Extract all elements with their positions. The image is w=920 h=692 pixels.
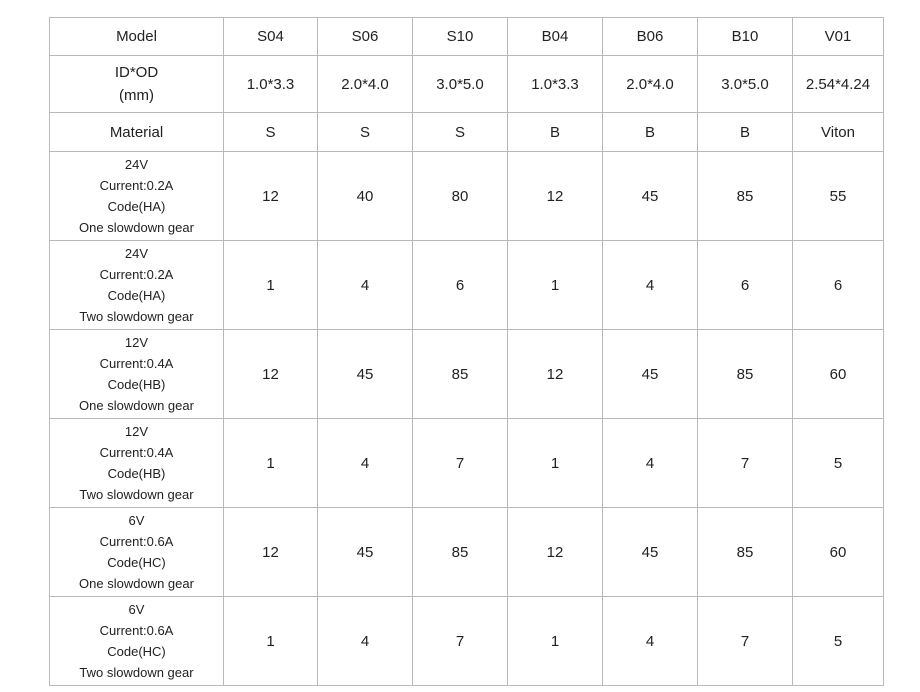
material-cell: S (224, 113, 318, 152)
row-label (50, 241, 224, 330)
model-cell: B06 (603, 18, 698, 56)
row-label-line: Code(HB) (107, 466, 166, 481)
table-row (50, 508, 884, 597)
value-cell: 12 (508, 152, 603, 241)
value-cell: 5 (793, 419, 884, 508)
model-cell: B10 (698, 18, 793, 56)
value-cell: 4 (318, 241, 413, 330)
material-cell: S (318, 113, 413, 152)
model-cell: S04 (224, 18, 318, 56)
row-label-line: Current:0.4A (99, 356, 174, 371)
model-cell: B04 (508, 18, 603, 56)
model-cell: S10 (413, 18, 508, 56)
value-cell: 45 (603, 152, 698, 241)
idod-label (50, 56, 224, 113)
value-cell: 5 (793, 597, 884, 686)
value-cell: 12 (224, 330, 318, 419)
value-cell: 4 (318, 597, 413, 686)
row-label-line: Code(HC) (107, 555, 166, 570)
value-cell: 7 (413, 419, 508, 508)
row-label-line: 12V (124, 335, 149, 350)
idod-cell: 2.0*4.0 (603, 56, 698, 113)
value-cell: 85 (698, 330, 793, 419)
value-cell: 1 (224, 597, 318, 686)
table-row (50, 597, 884, 686)
row-label-line: Current:0.4A (99, 445, 174, 460)
value-cell: 55 (793, 152, 884, 241)
material-cell: B (603, 113, 698, 152)
row-label (50, 597, 224, 686)
table-row (50, 419, 884, 508)
value-cell: 85 (413, 508, 508, 597)
model-header-row (50, 18, 884, 56)
model-cell: S06 (318, 18, 413, 56)
value-cell: 7 (698, 597, 793, 686)
value-cell: 1 (508, 241, 603, 330)
value-cell: 1 (224, 419, 318, 508)
idod-cell: 1.0*3.3 (508, 56, 603, 113)
table-row (50, 152, 884, 241)
value-cell: 45 (603, 508, 698, 597)
row-label (50, 330, 224, 419)
value-cell: 45 (603, 330, 698, 419)
value-cell: 85 (698, 508, 793, 597)
value-cell: 1 (224, 241, 318, 330)
idod-label-line: (mm) (119, 87, 154, 104)
material-cell: B (508, 113, 603, 152)
value-cell: 7 (413, 597, 508, 686)
row-label-line: One slowdown gear (79, 398, 194, 413)
material-cell: S (413, 113, 508, 152)
value-cell: 12 (224, 508, 318, 597)
model-cell: V01 (793, 18, 884, 56)
value-cell: 45 (318, 330, 413, 419)
spec-table (49, 17, 884, 686)
material-row (50, 113, 884, 152)
value-cell: 85 (413, 330, 508, 419)
row-label-line: Current:0.6A (99, 534, 174, 549)
value-cell: 40 (318, 152, 413, 241)
value-cell: 80 (413, 152, 508, 241)
table-row (50, 330, 884, 419)
value-cell: 60 (793, 330, 884, 419)
value-cell: 4 (603, 419, 698, 508)
row-label-line: 6V (128, 602, 145, 617)
row-label-line: Current:0.2A (99, 267, 174, 282)
row-label (50, 419, 224, 508)
value-cell: 60 (793, 508, 884, 597)
value-cell: 4 (603, 241, 698, 330)
value-cell: 6 (413, 241, 508, 330)
material-cell: Viton (793, 113, 884, 152)
row-label-line: One slowdown gear (79, 220, 194, 235)
model-label: Model (50, 18, 224, 56)
idod-cell: 1.0*3.3 (224, 56, 318, 113)
idod-label-line: ID*OD (114, 64, 159, 81)
table-row (50, 241, 884, 330)
value-cell: 85 (698, 152, 793, 241)
idod-cell: 3.0*5.0 (698, 56, 793, 113)
row-label-line: Current:0.2A (99, 178, 174, 193)
row-label-line: 12V (124, 424, 149, 439)
row-label-line: Two slowdown gear (79, 487, 194, 502)
row-label (50, 508, 224, 597)
value-cell: 4 (603, 597, 698, 686)
value-cell: 12 (508, 508, 603, 597)
row-label-line: One slowdown gear (79, 576, 194, 591)
material-label: Material (50, 113, 224, 152)
row-label-line: 24V (124, 246, 149, 261)
row-label-line: Code(HB) (107, 377, 166, 392)
idod-cell: 2.0*4.0 (318, 56, 413, 113)
row-label-line: 6V (128, 513, 145, 528)
value-cell: 6 (793, 241, 884, 330)
value-cell: 1 (508, 597, 603, 686)
value-cell: 7 (698, 419, 793, 508)
row-label-line: Two slowdown gear (79, 309, 194, 324)
value-cell: 12 (508, 330, 603, 419)
row-label-line: Current:0.6A (99, 623, 174, 638)
value-cell: 45 (318, 508, 413, 597)
value-cell: 12 (224, 152, 318, 241)
row-label-line: Code(HA) (107, 199, 166, 214)
row-label-line: Two slowdown gear (79, 665, 194, 680)
value-cell: 6 (698, 241, 793, 330)
idod-cell: 2.54*4.24 (793, 56, 884, 113)
material-cell: B (698, 113, 793, 152)
row-label (50, 152, 224, 241)
idod-cell: 3.0*5.0 (413, 56, 508, 113)
value-cell: 4 (318, 419, 413, 508)
row-label-line: Code(HA) (107, 288, 166, 303)
value-cell: 1 (508, 419, 603, 508)
row-label-line: 24V (124, 157, 149, 172)
idod-row (50, 56, 884, 113)
row-label-line: Code(HC) (107, 644, 166, 659)
